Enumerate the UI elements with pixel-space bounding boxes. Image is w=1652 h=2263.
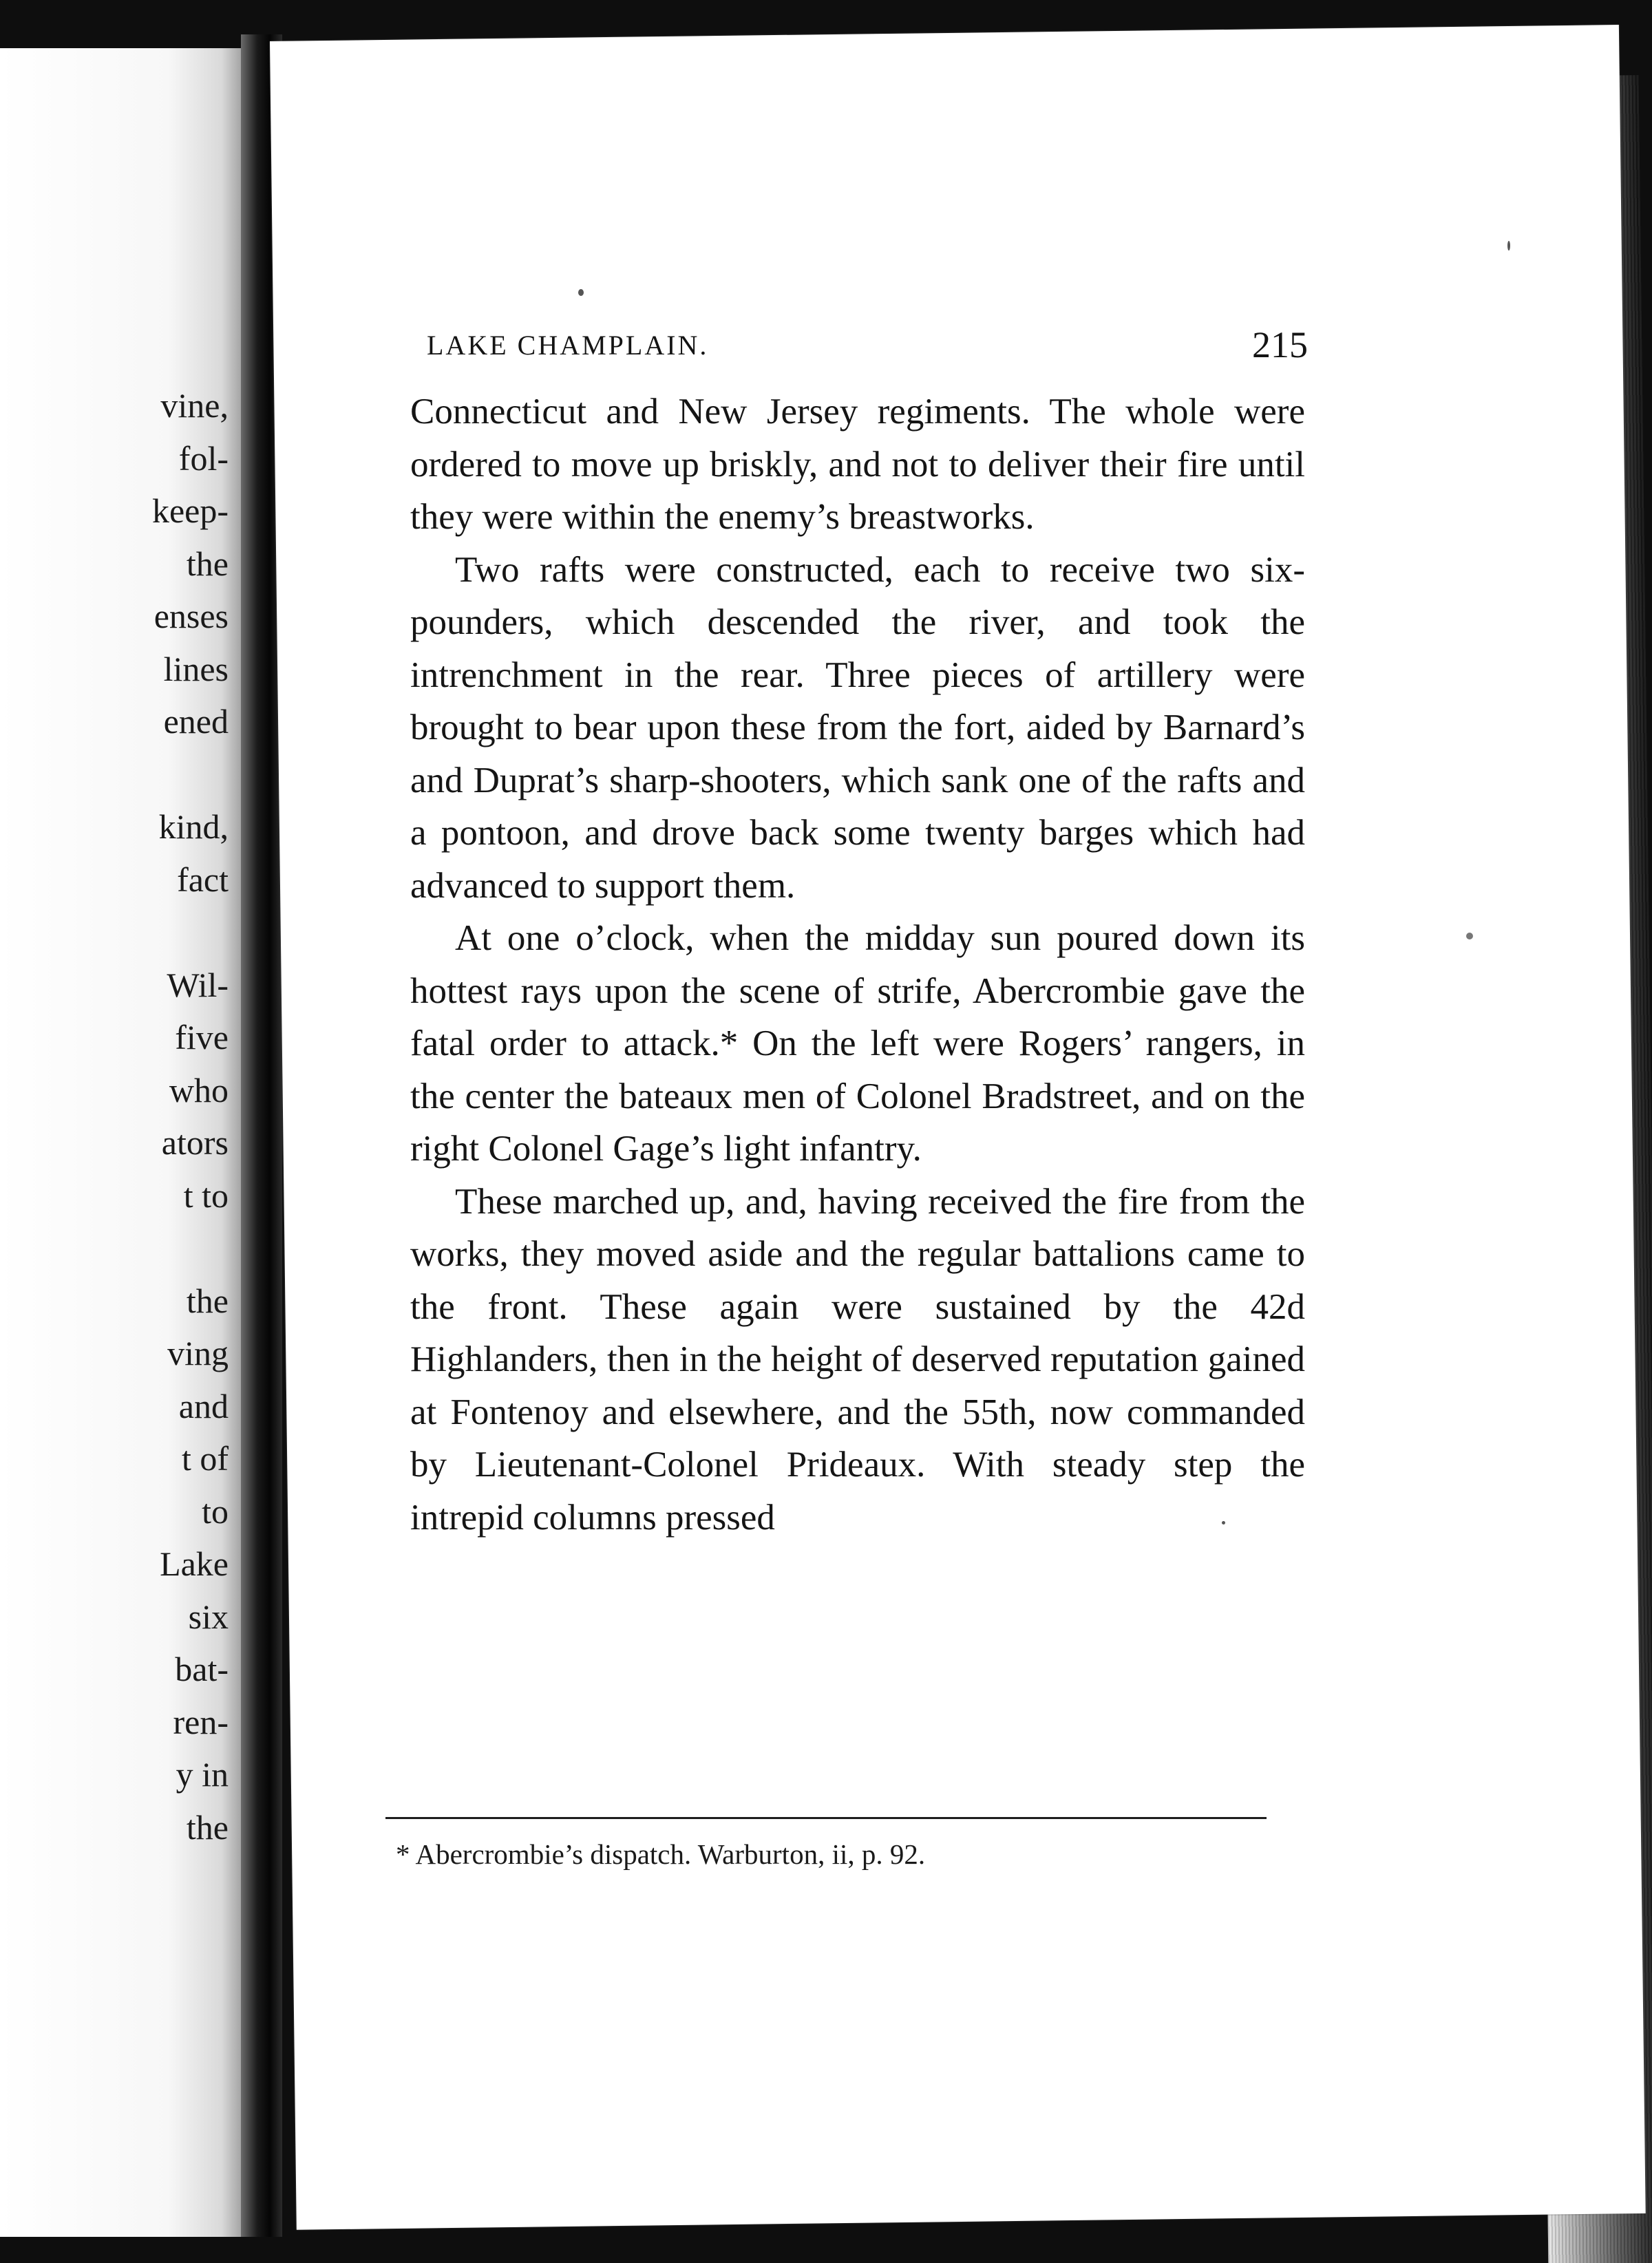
left-page-line-fragment: the xyxy=(186,1807,229,1847)
left-page-line-fragment: keep- xyxy=(151,491,229,530)
left-page-line-fragment: who xyxy=(169,1070,229,1109)
running-title: LAKE CHAMPLAIN. xyxy=(427,330,709,361)
footnote-rule xyxy=(385,1817,1267,1819)
scan-speck xyxy=(1507,241,1510,251)
left-page-line-fragment: vine, xyxy=(160,386,229,425)
running-head xyxy=(427,323,1308,372)
left-page-line-fragment: six xyxy=(188,1597,229,1636)
left-page-line-fragment: five xyxy=(175,1018,229,1056)
left-page-line-fragment: kind, xyxy=(158,807,229,846)
scan-speck xyxy=(1222,1521,1225,1524)
left-page-line-fragment: fact xyxy=(177,860,229,899)
left-page-line-fragment: ving xyxy=(167,1334,229,1372)
left-page-line-fragment: lines xyxy=(163,649,229,688)
scan-speck xyxy=(578,289,584,296)
paragraph: These marched up, and, having received the fire from the works, they moved aside and the regular battalions came to the front. These again were sustained by the 42d Highlanders, then in the height of deserved reputation gained at Fontenoy and elsewhere, and the 55th, now commanded by Lieutenant-Colonel Prideaux. With steady step the intrepid columns pressed xyxy=(410,1181,1305,1538)
left-page-line-fragment: to xyxy=(202,1491,229,1531)
left-page-line-fragment: fol- xyxy=(178,438,229,478)
left-page-line-fragment: the xyxy=(186,1281,229,1320)
paragraph: At one o’clock, when the midday sun poured down its hottest rays upon the scene of strife, Abercrombie gave the fatal order to attack.* On the left were Rogers’ rangers, in the center the bateaux men of Colonel Bradstreet, and on the right Colonel Gage’s light infantry. xyxy=(410,918,1305,1169)
left-page-line-fragment: Wil- xyxy=(167,965,229,1004)
left-page-line-fragment: the xyxy=(186,544,229,583)
paragraph: Connecticut and New Jersey regiments. The whole were ordered to move up briskly, and not to deliver their fire until they were within the enemy’s breastworks. xyxy=(410,392,1305,537)
left-page-line-fragment: and xyxy=(178,1386,229,1425)
left-page-line-fragment: t to xyxy=(183,1176,229,1215)
page-number: 215 xyxy=(1252,324,1308,365)
left-page-line-fragment: Lake xyxy=(160,1544,229,1583)
footnote: * Abercrombie’s dispatch. Warburton, ii, p. 92. xyxy=(396,1838,926,1870)
left-page-line-fragment: y in xyxy=(176,1755,229,1794)
left-page-line-fragment: t of xyxy=(181,1439,229,1478)
left-page-line-fragment: bat- xyxy=(175,1650,229,1688)
left-facing-page xyxy=(0,48,241,2237)
body-text xyxy=(410,385,1305,1544)
paragraph: Two rafts were constructed, each to receive two six-pounders, which descended the river, and took the intrenchment in the rear. Three pieces of artillery were brought to bear upon these from the fort, aided by Barnard’s and Duprat’s sharp-shooters, which sank one of the rafts and a pontoon, and drove back some twenty barges which had advanced to support them. xyxy=(410,549,1305,906)
scan-speck xyxy=(1466,933,1473,939)
left-page-line-fragment: enses xyxy=(153,597,229,635)
left-page-line-fragment: ren- xyxy=(173,1702,229,1741)
left-page-line-fragment: ators xyxy=(161,1123,229,1162)
left-page-line-fragment: ened xyxy=(163,702,229,741)
